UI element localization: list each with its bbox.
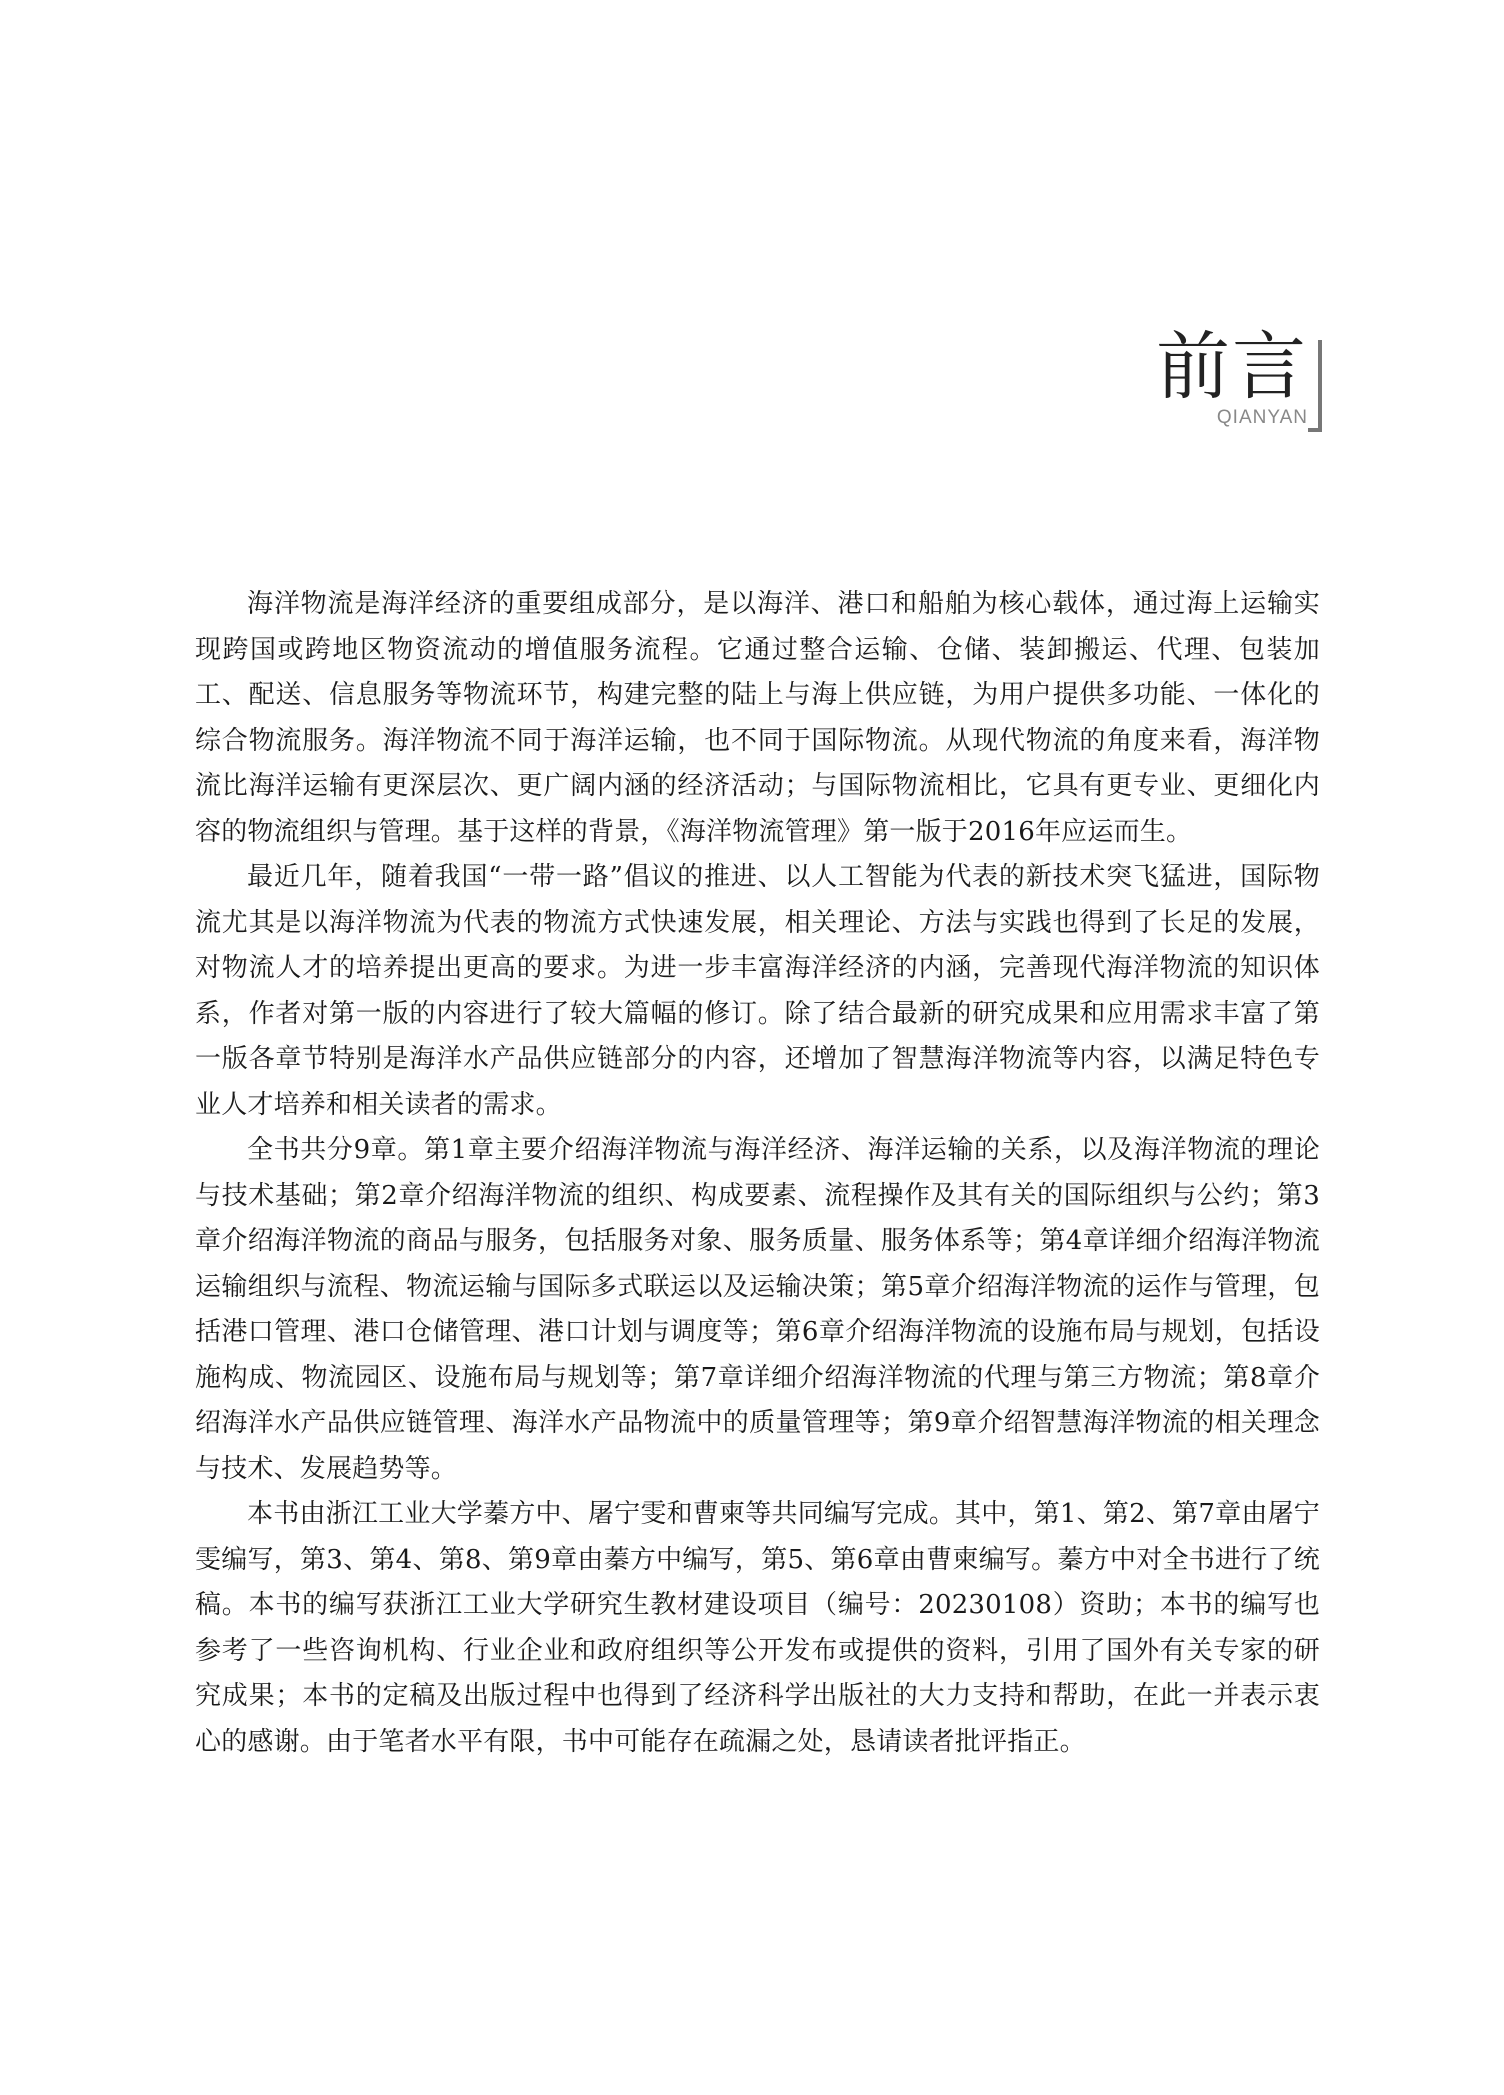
paragraph: 本书由浙江工业大学蓁方中、屠宁雯和曹柬等共同编写完成。其中，第1、第2、第7章由屠宁雯编写，第3、第4、第8、第9章由蓁方中编写，第5、第6章由曹柬编写。蓁方中对全书进行了统稿。本书的编写获浙江工业大学研究生教材建设项目（编号：20230108）资助；本书的编写也参考了一些咨询机构、行业企业和政府组织等公开发布或提供的资料，引用了国外有关专家的研究成果；本书的定稿及出版过程中也得到了经济科学出版社的大力支持和帮助，在此一并表示衷心的感谢。由于笔者水平有限，书中可能存在疏漏之处，恳请读者批评指正。 [195, 1499, 1320, 1757]
paragraph: 最近几年，随着我国“一带一路”倡议的推进、以人工智能为代表的新技术突飞猛进，国际物流尤其是以海洋物流为代表的物流方式快速发展，相关理论、方法与实践也得到了长足的发展，对物流人才的培养提出更高的要求。为进一步丰富海洋经济的内涵，完善现代海洋物流的知识体系，作者对第一版的内容进行了较大篇幅的修订。除了结合最新的研究成果和应用需求丰富了第一版各章节特别是海洋水产品供应链部分的内容，还增加了智慧海洋物流等内容，以满足特色专业人才培养和相关读者的需求。 [195, 862, 1320, 1120]
paragraph: 全书共分9章。第1章主要介绍海洋物流与海洋经济、海洋运输的关系，以及海洋物流的理论与技术基础；第2章介绍海洋物流的组织、构成要素、流程操作及其有关的国际组织与公约；第3章介绍海洋物流的商品与服务，包括服务对象、服务质量、服务体系等；第4章详细介绍海洋物流运输组织与流程、物流运输与国际多式联运以及运输决策；第5章介绍海洋物流的运作与管理，包括港口管理、港口仓储管理、港口计划与调度等；第6章介绍海洋物流的设施布局与规划，包括设施构成、物流园区、设施布局与规划等；第7章详细介绍海洋物流的代理与第三方物流；第8章介绍海洋水产品供应链管理、海洋水产品物流中的质量管理等；第9章介绍智慧海洋物流的相关理念与技术、发展趋势等。 [195, 1135, 1320, 1484]
chapter-header [1156, 324, 1322, 428]
title-bracket-decoration [1308, 340, 1322, 432]
page-title: 前言 [1156, 324, 1308, 410]
paragraph: 海洋物流是海洋经济的重要组成部分，是以海洋、港口和船舶为核心载体，通过海上运输实现跨国或跨地区物资流动的增值服务流程。它通过整合运输、仓储、装卸搬运、代理、包装加工、配送、信息服务等物流环节，构建完整的陆上与海上供应链，为用户提供多功能、一体化的综合物流服务。海洋物流不同于海洋运输，也不同于国际物流。从现代物流的角度来看，海洋物流比海洋运输有更深层次、更广阔内涵的经济活动；与国际物流相比，它具有更专业、更细化内容的物流组织与管理。基于这样的背景，《海洋物流管理》第一版于2016年应运而生。 [195, 589, 1320, 847]
page-subtitle: QIANYAN [1216, 407, 1308, 428]
preface-body [195, 582, 1320, 1765]
